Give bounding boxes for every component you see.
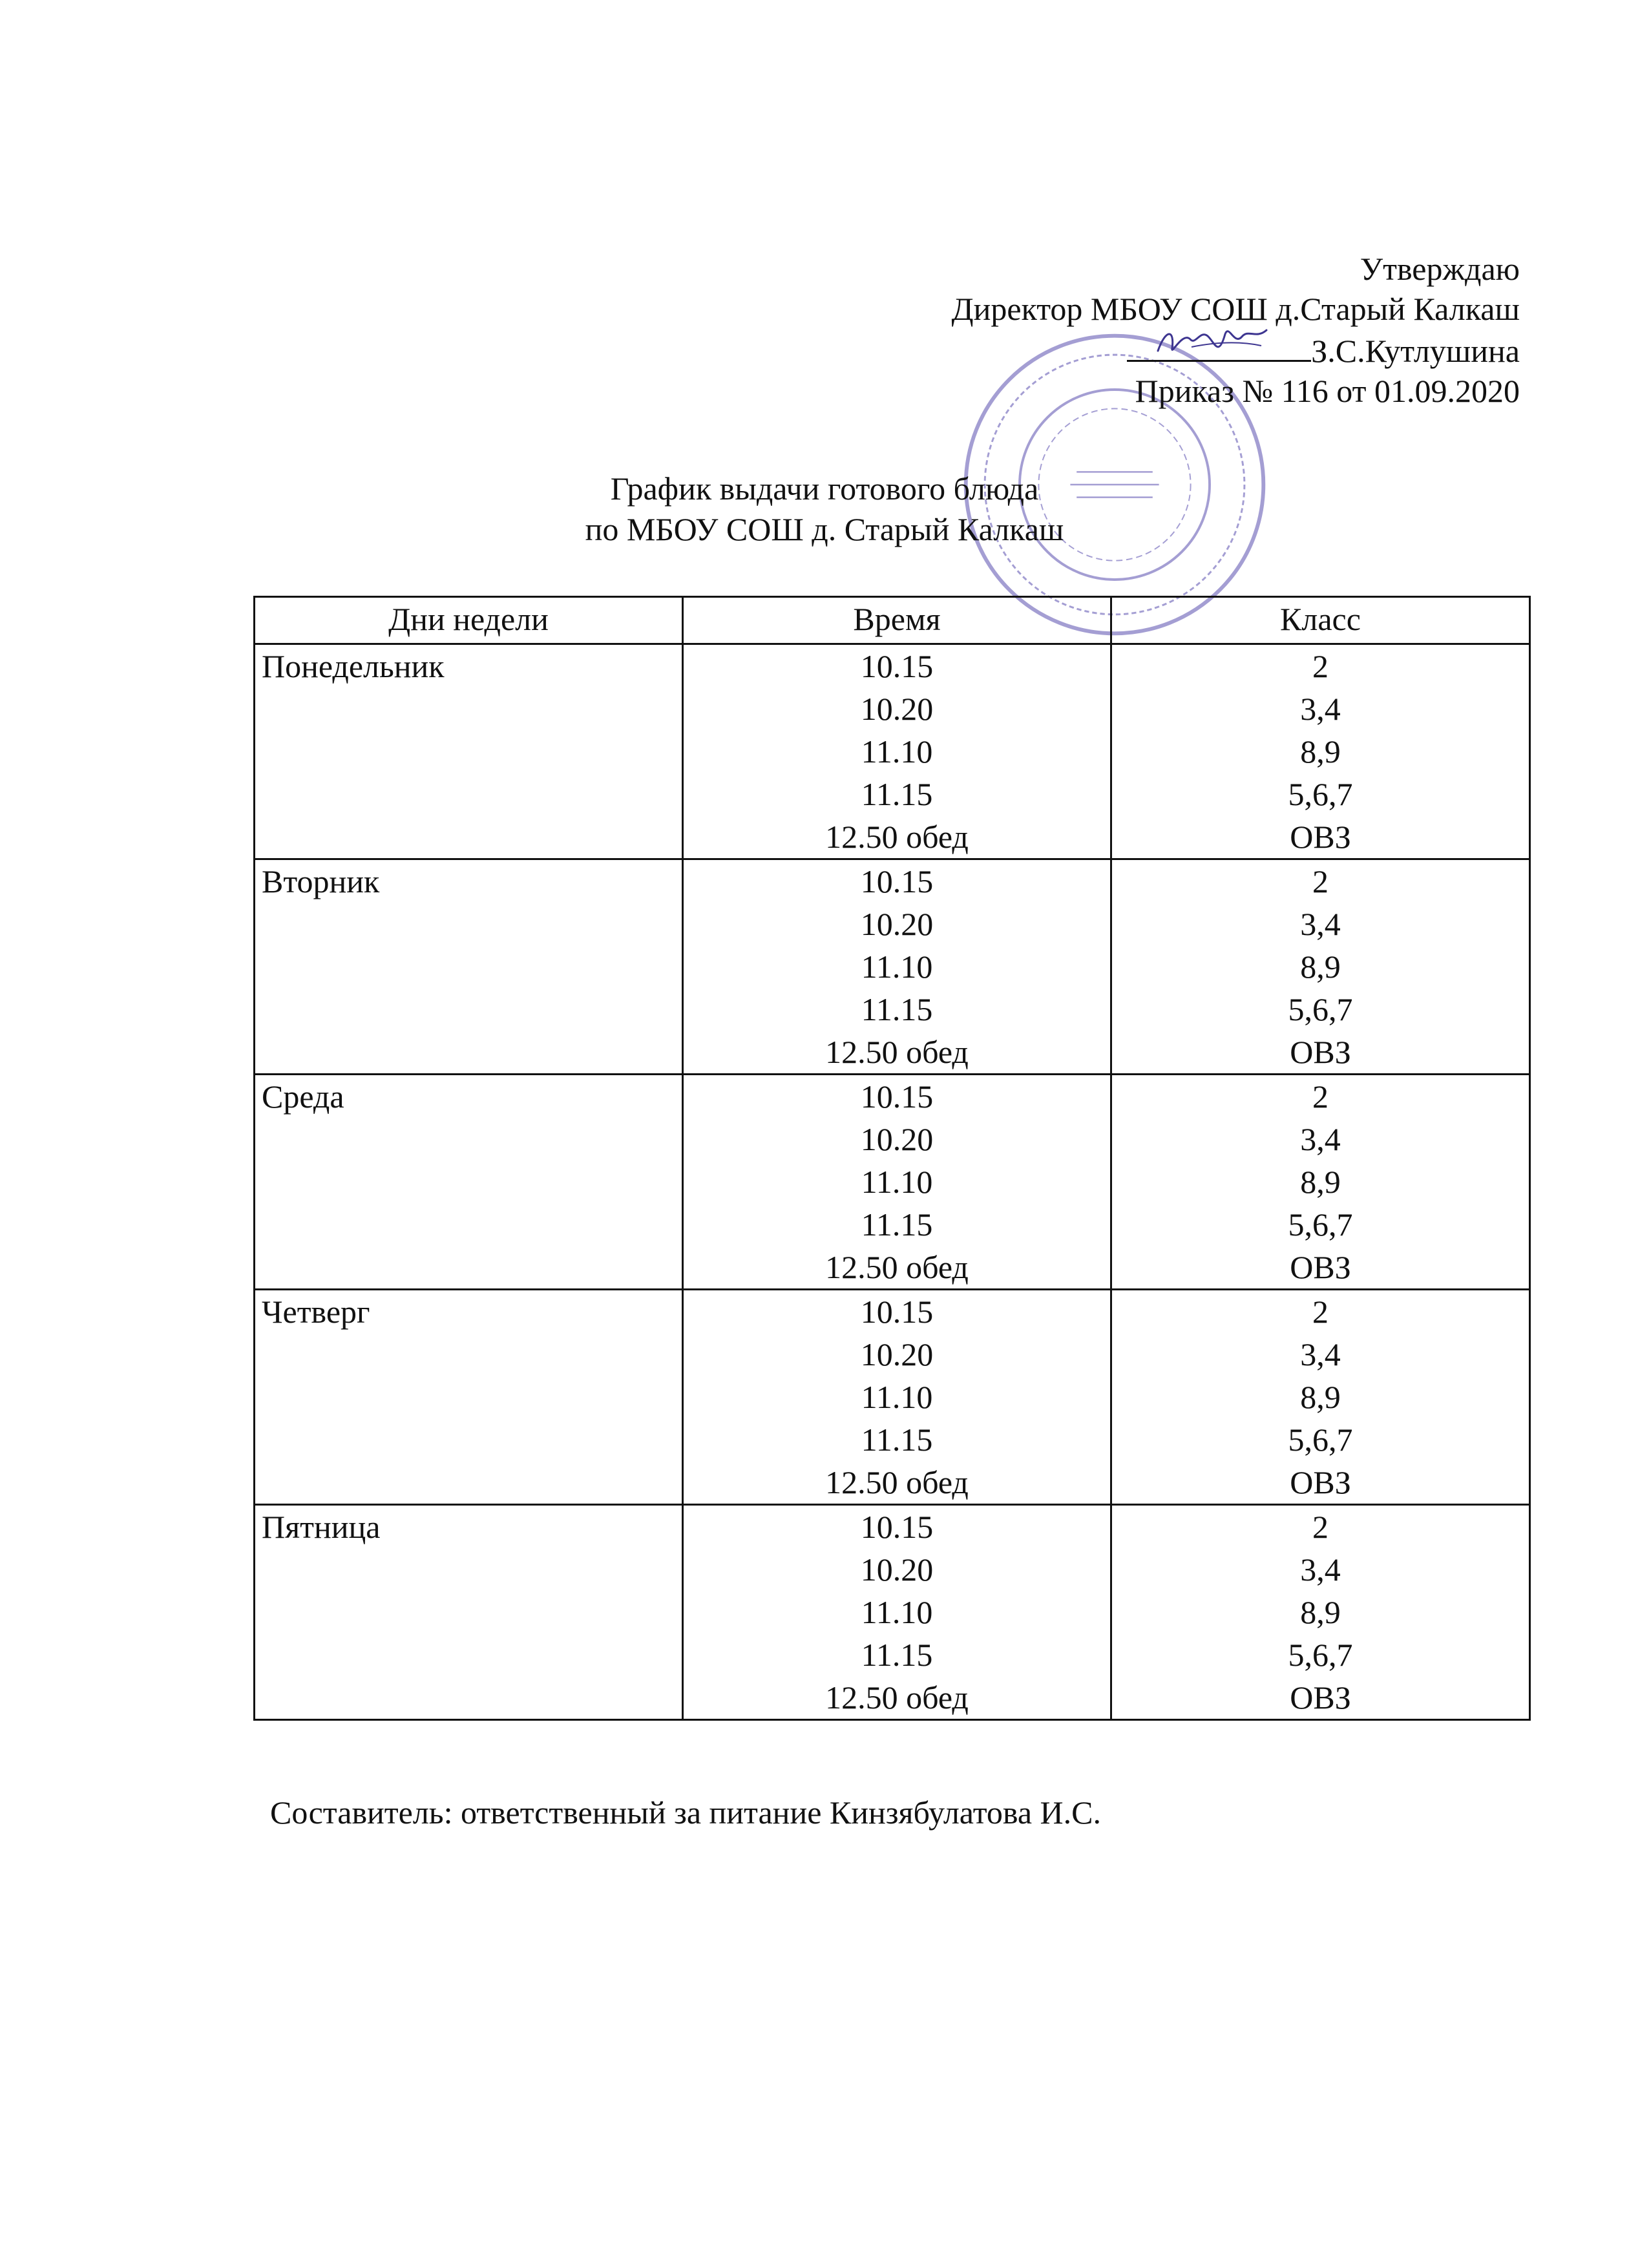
time-value: 10.20	[860, 1336, 934, 1372]
time-value: 10.20	[860, 1551, 934, 1588]
time-value: 11.10	[861, 949, 933, 985]
time-value: 12.50 обед	[825, 1034, 969, 1070]
class-cell	[1111, 859, 1530, 1075]
class-cell	[1111, 644, 1530, 859]
time-value: 11.15	[861, 991, 933, 1027]
time-value: 11.15	[861, 776, 933, 812]
class-value: 2	[1312, 648, 1329, 684]
time-value: 12.50 обед	[825, 1464, 969, 1500]
class-value: 5,6,7	[1288, 776, 1353, 812]
document-title	[0, 468, 1649, 550]
class-cell	[1111, 1290, 1530, 1505]
class-value: 2	[1312, 1509, 1329, 1545]
time-value: 11.10	[861, 1164, 933, 1200]
director-line: Директор МБОУ СОШ д.Старый Калкаш	[951, 291, 1520, 327]
class-value: 5,6,7	[1288, 1637, 1353, 1673]
time-value: 12.50 обед	[825, 819, 969, 855]
class-cell	[1111, 1505, 1530, 1720]
signature-blank	[1127, 329, 1311, 362]
time-value: 10.15	[860, 648, 934, 684]
table-row	[255, 644, 1530, 859]
time-value: 10.15	[860, 1078, 934, 1115]
time-value: 12.50 обед	[825, 1249, 969, 1285]
time-value: 10.15	[860, 863, 934, 899]
class-value: 2	[1312, 863, 1329, 899]
time-value: 10.20	[860, 691, 934, 727]
time-value: 11.10	[861, 1594, 933, 1630]
time-value: 11.15	[861, 1422, 933, 1458]
table-row	[255, 1505, 1530, 1720]
table-row	[255, 1290, 1530, 1505]
class-value: 8,9	[1300, 949, 1341, 985]
class-value: 5,6,7	[1288, 991, 1353, 1027]
class-value: 8,9	[1300, 1379, 1341, 1415]
order-line: Приказ № 116 от 01.09.2020	[1135, 373, 1520, 409]
title-line-2: по МБОУ СОШ д. Старый Калкаш	[585, 511, 1064, 547]
day-cell: Среда	[255, 1075, 683, 1290]
table-row	[255, 859, 1530, 1075]
time-cell	[683, 1290, 1111, 1505]
time-cell	[683, 859, 1111, 1075]
header-time: Время	[683, 597, 1111, 644]
class-value: ОВЗ	[1290, 1464, 1351, 1500]
time-value: 10.15	[860, 1509, 934, 1545]
meal-schedule-table	[253, 596, 1531, 1721]
time-cell	[683, 1505, 1111, 1720]
time-value: 10.20	[860, 906, 934, 942]
day-cell: Вторник	[255, 859, 683, 1075]
class-value: 3,4	[1300, 691, 1341, 727]
handwritten-signature	[1153, 317, 1282, 369]
time-value: 11.10	[861, 1379, 933, 1415]
class-value: 3,4	[1300, 906, 1341, 942]
class-value: 3,4	[1300, 1121, 1341, 1157]
class-value: 3,4	[1300, 1551, 1341, 1588]
class-value: 2	[1312, 1294, 1329, 1330]
table-body	[255, 644, 1530, 1720]
class-cell	[1111, 1075, 1530, 1290]
class-value: 3,4	[1300, 1336, 1341, 1372]
day-cell: Четверг	[255, 1290, 683, 1505]
header-class: Класс	[1111, 597, 1530, 644]
class-value: ОВЗ	[1290, 819, 1351, 855]
approval-block	[952, 249, 1520, 411]
time-value: 11.15	[861, 1637, 933, 1673]
day-cell: Пятница	[255, 1505, 683, 1720]
title-line-1: График выдачи готового блюда	[610, 470, 1039, 507]
class-value: 5,6,7	[1288, 1206, 1353, 1243]
class-value: 8,9	[1300, 733, 1341, 770]
time-value: 12.50 обед	[825, 1679, 969, 1716]
class-value: 8,9	[1300, 1164, 1341, 1200]
time-value: 10.20	[860, 1121, 934, 1157]
signature-line	[952, 329, 1520, 371]
time-cell	[683, 1075, 1111, 1290]
class-value: ОВЗ	[1290, 1034, 1351, 1070]
time-value: 10.15	[860, 1294, 934, 1330]
class-value: 8,9	[1300, 1594, 1341, 1630]
time-cell	[683, 644, 1111, 859]
signatory-name: З.С.Кутлушина	[1311, 333, 1520, 369]
time-value: 11.10	[861, 733, 933, 770]
compiler-line: Составитель: ответственный за питание Кинзябулатова И.С.	[270, 1794, 1101, 1831]
approve-label: Утверждаю	[1360, 251, 1520, 287]
class-value: 2	[1312, 1078, 1329, 1115]
header-days: Дни недели	[255, 597, 683, 644]
class-value: ОВЗ	[1290, 1249, 1351, 1285]
time-value: 11.15	[861, 1206, 933, 1243]
table-header-row	[255, 597, 1530, 644]
table-row	[255, 1075, 1530, 1290]
class-value: 5,6,7	[1288, 1422, 1353, 1458]
day-cell: Понедельник	[255, 644, 683, 859]
class-value: ОВЗ	[1290, 1679, 1351, 1716]
